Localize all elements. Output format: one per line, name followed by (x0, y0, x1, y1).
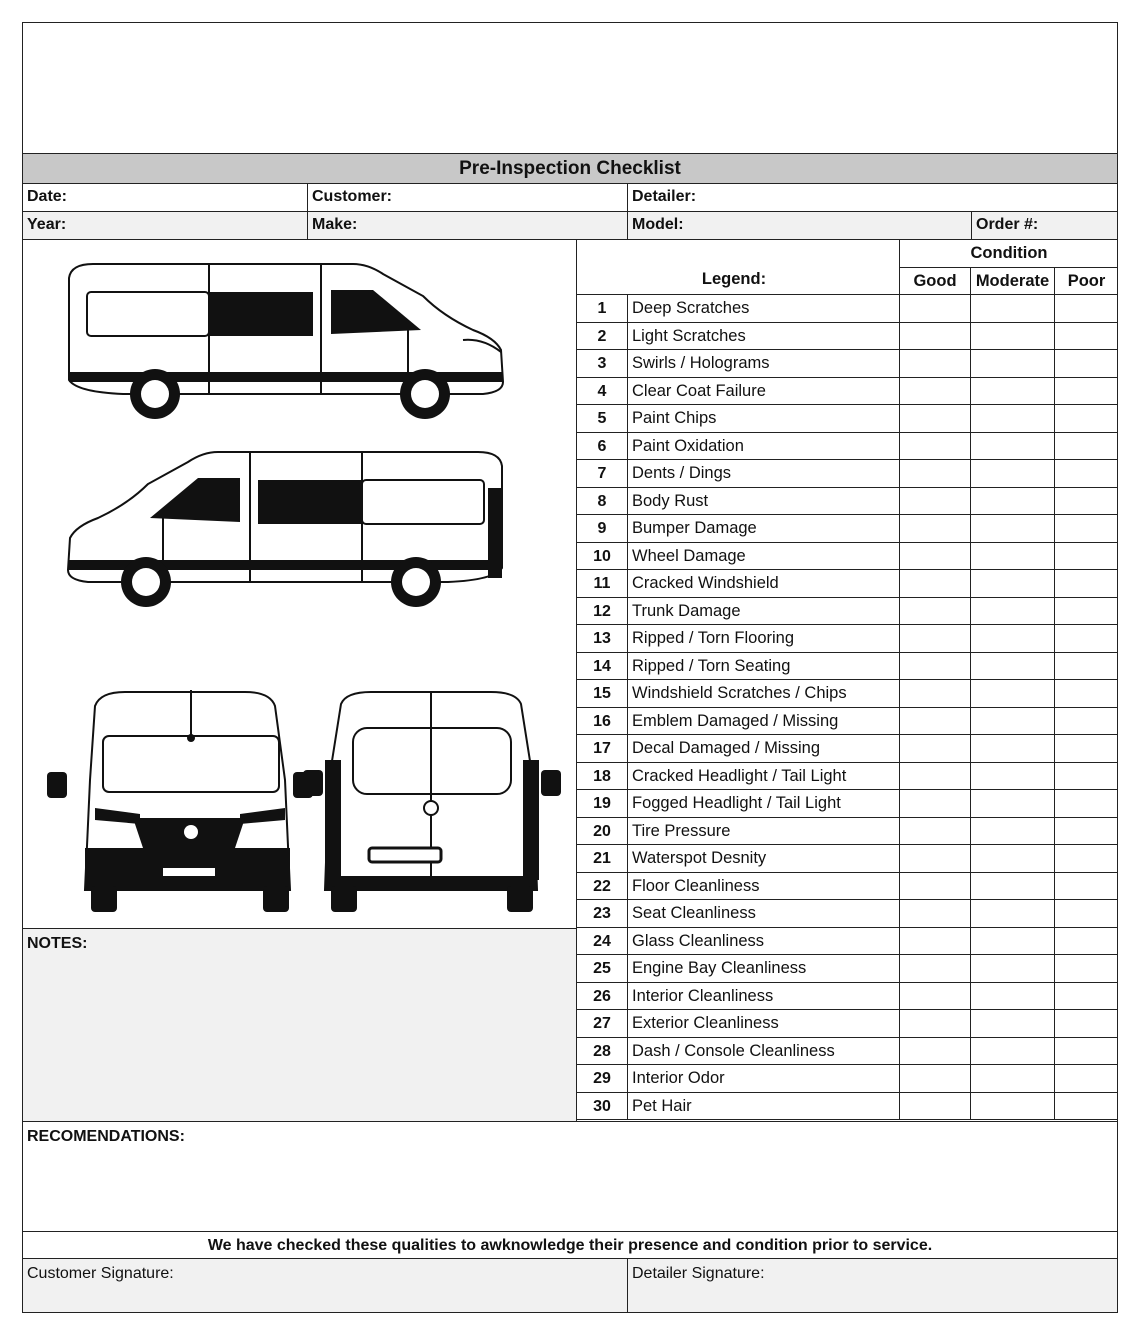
item-label: Clear Coat Failure (628, 378, 900, 405)
column-poor: Poor (1055, 268, 1118, 295)
condition-moderate-cell[interactable] (971, 350, 1055, 377)
checklist-row (577, 488, 1118, 516)
condition-moderate-cell[interactable] (971, 378, 1055, 405)
item-number: 22 (577, 873, 628, 900)
item-number: 8 (577, 488, 628, 515)
condition-poor-cell[interactable] (1055, 680, 1118, 707)
condition-poor-cell[interactable] (1055, 790, 1118, 817)
condition-good-cell[interactable] (900, 405, 971, 432)
item-label: Cracked Windshield (628, 570, 900, 597)
condition-moderate-cell[interactable] (971, 653, 1055, 680)
condition-good-cell[interactable] (900, 845, 971, 872)
condition-good-cell[interactable] (900, 1093, 971, 1120)
model-field[interactable]: Model: (628, 212, 972, 240)
item-label: Paint Chips (628, 405, 900, 432)
item-label: Light Scratches (628, 323, 900, 350)
condition-poor-cell[interactable] (1055, 598, 1118, 625)
item-label: Waterspot Desnity (628, 845, 900, 872)
form-title: Pre-Inspection Checklist (23, 153, 1117, 184)
item-label: Emblem Damaged / Missing (628, 708, 900, 735)
checklist-row (577, 323, 1118, 351)
item-label: Dents / Dings (628, 460, 900, 487)
condition-moderate-cell[interactable] (971, 818, 1055, 845)
item-label: Glass Cleanliness (628, 928, 900, 955)
condition-good-cell[interactable] (900, 433, 971, 460)
item-label: Cracked Headlight / Tail Light (628, 763, 900, 790)
condition-poor-cell[interactable] (1055, 323, 1118, 350)
condition-moderate-cell[interactable] (971, 900, 1055, 927)
condition-header: Condition (900, 240, 1118, 268)
condition-poor-cell[interactable] (1055, 708, 1118, 735)
notes-label: NOTES: (27, 935, 88, 952)
condition-poor-cell[interactable] (1055, 818, 1118, 845)
condition-moderate-cell[interactable] (971, 1093, 1055, 1120)
checklist-row (577, 405, 1118, 433)
checklist-row (577, 515, 1118, 543)
item-number: 25 (577, 955, 628, 982)
item-label: Fogged Headlight / Tail Light (628, 790, 900, 817)
item-number: 1 (577, 295, 628, 322)
item-label: Dash / Console Cleanliness (628, 1038, 900, 1065)
condition-good-cell[interactable] (900, 378, 971, 405)
checklist-row (577, 790, 1118, 818)
condition-moderate-cell[interactable] (971, 790, 1055, 817)
checklist-row (577, 763, 1118, 791)
recommendations-area[interactable] (23, 1121, 1117, 1231)
condition-good-cell[interactable] (900, 983, 971, 1010)
customer-field[interactable]: Customer: (308, 184, 628, 212)
vehicle-diagram-area (23, 240, 576, 928)
item-number: 11 (577, 570, 628, 597)
checklist-row (577, 983, 1118, 1011)
detailer-field[interactable]: Detailer: (628, 184, 1117, 212)
checklist-row (577, 1065, 1118, 1093)
item-label: Windshield Scratches / Chips (628, 680, 900, 707)
column-moderate: Moderate (971, 268, 1055, 295)
checklist-row (577, 1010, 1118, 1038)
condition-good-cell[interactable] (900, 653, 971, 680)
condition-poor-cell[interactable] (1055, 405, 1118, 432)
condition-poor-cell[interactable] (1055, 900, 1118, 927)
date-field[interactable]: Date: (23, 184, 308, 212)
item-label: Ripped / Torn Flooring (628, 625, 900, 652)
condition-moderate-cell[interactable] (971, 1038, 1055, 1065)
item-label: Ripped / Torn Seating (628, 653, 900, 680)
item-label: Body Rust (628, 488, 900, 515)
item-number: 21 (577, 845, 628, 872)
checklist-row (577, 708, 1118, 736)
checklist-row (577, 900, 1118, 928)
condition-good-cell[interactable] (900, 625, 971, 652)
van-diagrams (23, 240, 576, 928)
item-label: Decal Damaged / Missing (628, 735, 900, 762)
item-number: 24 (577, 928, 628, 955)
item-number: 12 (577, 598, 628, 625)
checklist-row (577, 653, 1118, 681)
van-front (47, 690, 313, 912)
condition-moderate-cell[interactable] (971, 433, 1055, 460)
item-label: Deep Scratches (628, 295, 900, 322)
checklist-row (577, 873, 1118, 901)
condition-poor-cell[interactable] (1055, 350, 1118, 377)
item-label: Trunk Damage (628, 598, 900, 625)
item-number: 15 (577, 680, 628, 707)
item-number: 2 (577, 323, 628, 350)
item-number: 28 (577, 1038, 628, 1065)
condition-moderate-cell[interactable] (971, 845, 1055, 872)
checklist-row (577, 735, 1118, 763)
van-rear (303, 692, 561, 912)
item-number: 30 (577, 1093, 628, 1120)
van-side-right (69, 264, 503, 419)
condition-moderate-cell[interactable] (971, 735, 1055, 762)
item-label: Wheel Damage (628, 543, 900, 570)
item-number: 26 (577, 983, 628, 1010)
checklist-row (577, 928, 1118, 956)
customer-signature-label: Customer Signature: (27, 1265, 174, 1282)
checklist-row (577, 350, 1118, 378)
condition-poor-cell[interactable] (1055, 460, 1118, 487)
condition-good-cell[interactable] (900, 790, 971, 817)
condition-good-cell[interactable] (900, 818, 971, 845)
item-number: 5 (577, 405, 628, 432)
condition-good-cell[interactable] (900, 928, 971, 955)
condition-moderate-cell[interactable] (971, 515, 1055, 542)
item-label: Swirls / Holograms (628, 350, 900, 377)
item-number: 6 (577, 433, 628, 460)
item-number: 20 (577, 818, 628, 845)
customer-signature-field[interactable] (23, 1259, 628, 1312)
item-number: 27 (577, 1010, 628, 1037)
condition-moderate-cell[interactable] (971, 1065, 1055, 1092)
legend-header: Legend: (701, 270, 767, 288)
condition-good-cell[interactable] (900, 460, 971, 487)
condition-good-cell[interactable] (900, 763, 971, 790)
item-label: Floor Cleanliness (628, 873, 900, 900)
checklist-row (577, 625, 1118, 653)
detailer-signature-field[interactable] (628, 1259, 1117, 1312)
condition-good-cell[interactable] (900, 735, 971, 762)
item-label: Exterior Cleanliness (628, 1010, 900, 1037)
item-number: 13 (577, 625, 628, 652)
condition-good-cell[interactable] (900, 323, 971, 350)
condition-poor-cell[interactable] (1055, 928, 1118, 955)
item-number: 19 (577, 790, 628, 817)
condition-poor-cell[interactable] (1055, 1093, 1118, 1120)
condition-moderate-cell[interactable] (971, 460, 1055, 487)
checklist-row (577, 295, 1118, 323)
item-number: 4 (577, 378, 628, 405)
checklist-table (576, 240, 1117, 1121)
condition-poor-cell[interactable] (1055, 1065, 1118, 1092)
condition-good-cell[interactable] (900, 515, 971, 542)
inspection-form (22, 22, 1118, 1313)
condition-poor-cell[interactable] (1055, 955, 1118, 982)
recommendations-label: RECOMENDATIONS: (27, 1128, 185, 1145)
condition-poor-cell[interactable] (1055, 488, 1118, 515)
item-number: 16 (577, 708, 628, 735)
condition-poor-cell[interactable] (1055, 873, 1118, 900)
acknowledgement-text: We have checked these qualities to awknowledge their presence and condition prior to service. (23, 1231, 1117, 1259)
item-label: Seat Cleanliness (628, 900, 900, 927)
condition-moderate-cell[interactable] (971, 955, 1055, 982)
condition-good-cell[interactable] (900, 1065, 971, 1092)
condition-moderate-cell[interactable] (971, 570, 1055, 597)
condition-good-cell[interactable] (900, 295, 971, 322)
condition-poor-cell[interactable] (1055, 295, 1118, 322)
item-number: 14 (577, 653, 628, 680)
condition-good-cell[interactable] (900, 708, 971, 735)
checklist-row (577, 845, 1118, 873)
item-label: Pet Hair (628, 1093, 900, 1120)
condition-moderate-cell[interactable] (971, 543, 1055, 570)
make-field[interactable]: Make: (308, 212, 628, 240)
item-number: 7 (577, 460, 628, 487)
condition-poor-cell[interactable] (1055, 1038, 1118, 1065)
condition-poor-cell[interactable] (1055, 433, 1118, 460)
condition-good-cell[interactable] (900, 1010, 971, 1037)
checklist-row (577, 570, 1118, 598)
item-number: 23 (577, 900, 628, 927)
condition-poor-cell[interactable] (1055, 653, 1118, 680)
condition-good-cell[interactable] (900, 543, 971, 570)
condition-moderate-cell[interactable] (971, 1010, 1055, 1037)
condition-moderate-cell[interactable] (971, 323, 1055, 350)
condition-good-cell[interactable] (900, 873, 971, 900)
condition-good-cell[interactable] (900, 350, 971, 377)
checklist-row (577, 378, 1118, 406)
condition-moderate-cell[interactable] (971, 625, 1055, 652)
condition-poor-cell[interactable] (1055, 983, 1118, 1010)
condition-poor-cell[interactable] (1055, 763, 1118, 790)
condition-good-cell[interactable] (900, 570, 971, 597)
condition-good-cell[interactable] (900, 488, 971, 515)
item-label: Interior Odor (628, 1065, 900, 1092)
condition-moderate-cell[interactable] (971, 405, 1055, 432)
checklist-row (577, 543, 1118, 571)
condition-moderate-cell[interactable] (971, 708, 1055, 735)
condition-poor-cell[interactable] (1055, 570, 1118, 597)
checklist-row (577, 1093, 1118, 1121)
detailer-signature-label: Detailer Signature: (632, 1265, 765, 1282)
condition-poor-cell[interactable] (1055, 625, 1118, 652)
item-number: 3 (577, 350, 628, 377)
checklist-row (577, 818, 1118, 846)
condition-moderate-cell[interactable] (971, 928, 1055, 955)
column-good: Good (900, 268, 971, 295)
checklist-row (577, 433, 1118, 461)
condition-good-cell[interactable] (900, 900, 971, 927)
condition-moderate-cell[interactable] (971, 488, 1055, 515)
condition-poor-cell[interactable] (1055, 1010, 1118, 1037)
checklist-row (577, 680, 1118, 708)
order-number-field[interactable]: Order #: (972, 212, 1117, 240)
checklist-row (577, 460, 1118, 488)
condition-poor-cell[interactable] (1055, 735, 1118, 762)
item-number: 9 (577, 515, 628, 542)
condition-poor-cell[interactable] (1055, 378, 1118, 405)
condition-good-cell[interactable] (900, 680, 971, 707)
year-field[interactable]: Year: (23, 212, 308, 240)
item-label: Tire Pressure (628, 818, 900, 845)
condition-moderate-cell[interactable] (971, 598, 1055, 625)
condition-good-cell[interactable] (900, 1038, 971, 1065)
condition-moderate-cell[interactable] (971, 295, 1055, 322)
checklist-row (577, 955, 1118, 983)
item-number: 17 (577, 735, 628, 762)
condition-moderate-cell[interactable] (971, 763, 1055, 790)
van-side-left (68, 452, 502, 607)
item-number: 29 (577, 1065, 628, 1092)
condition-moderate-cell[interactable] (971, 873, 1055, 900)
item-label: Interior Cleanliness (628, 983, 900, 1010)
notes-area[interactable] (23, 928, 577, 1121)
condition-poor-cell[interactable] (1055, 543, 1118, 570)
condition-good-cell[interactable] (900, 955, 971, 982)
condition-poor-cell[interactable] (1055, 515, 1118, 542)
condition-moderate-cell[interactable] (971, 680, 1055, 707)
condition-good-cell[interactable] (900, 598, 971, 625)
item-number: 10 (577, 543, 628, 570)
item-label: Bumper Damage (628, 515, 900, 542)
item-label: Engine Bay Cleanliness (628, 955, 900, 982)
item-label: Paint Oxidation (628, 433, 900, 460)
condition-poor-cell[interactable] (1055, 845, 1118, 872)
checklist-row (577, 1038, 1118, 1066)
checklist-row (577, 598, 1118, 626)
condition-moderate-cell[interactable] (971, 983, 1055, 1010)
item-number: 18 (577, 763, 628, 790)
